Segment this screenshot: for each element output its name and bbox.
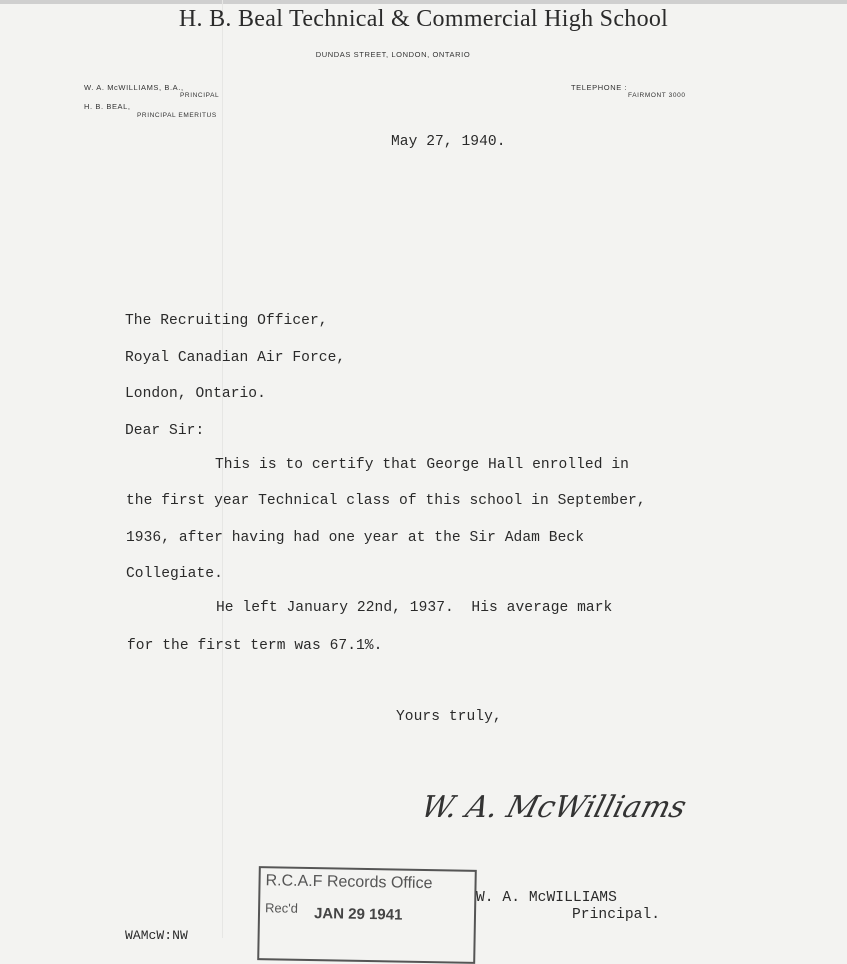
stamp-date: JAN 29 1941 bbox=[313, 905, 403, 924]
recipient-line: Royal Canadian Air Force, bbox=[125, 350, 346, 366]
body-line: for the first term was 67.1%. bbox=[127, 638, 383, 654]
school-name: H. B. Beal Technical & Commercial High School bbox=[178, 6, 669, 32]
emeritus-title: PRINCIPAL EMERITUS bbox=[137, 112, 217, 119]
body-line: Collegiate. bbox=[126, 566, 223, 582]
stamp-recd: Rec'd bbox=[264, 900, 299, 916]
closing: Yours truly, bbox=[396, 709, 502, 725]
stamp-header: R.C.A.F Records Office bbox=[265, 872, 433, 893]
emeritus-name: H. B. BEAL, bbox=[84, 102, 131, 111]
body-line: This is to certify that George Hall enrolled in bbox=[215, 457, 629, 473]
body-line: 1936, after having had one year at the Sir Adam Beck bbox=[126, 530, 584, 546]
body-line: the first year Technical class of this school in September, bbox=[126, 493, 646, 509]
records-office-stamp bbox=[257, 866, 477, 964]
school-address: DUNDAS STREET, LONDON, ONTARIO bbox=[315, 50, 471, 59]
body-line: He left January 22nd, 1937. His average mark bbox=[216, 600, 613, 616]
salutation: Dear Sir: bbox=[125, 423, 205, 439]
telephone-label: TELEPHONE : bbox=[571, 83, 628, 92]
signer-title: Principal. bbox=[572, 907, 661, 923]
recipient-line: The Recruiting Officer, bbox=[125, 313, 328, 329]
recipient-line: London, Ontario. bbox=[125, 386, 266, 402]
scan-edge bbox=[0, 0, 847, 4]
handwritten-signature: W. A. McWilliams bbox=[417, 790, 691, 825]
letter-date: May 27, 1940. bbox=[391, 134, 506, 150]
signer-name: W. A. McWILLIAMS bbox=[476, 890, 617, 906]
telephone-number: FAIRMONT 3000 bbox=[628, 92, 686, 99]
typist-initials: WAMcW:NW bbox=[125, 928, 188, 943]
principal-name: W. A. McWILLIAMS, B.A., bbox=[84, 83, 184, 92]
principal-title: PRINCIPAL bbox=[180, 92, 220, 99]
